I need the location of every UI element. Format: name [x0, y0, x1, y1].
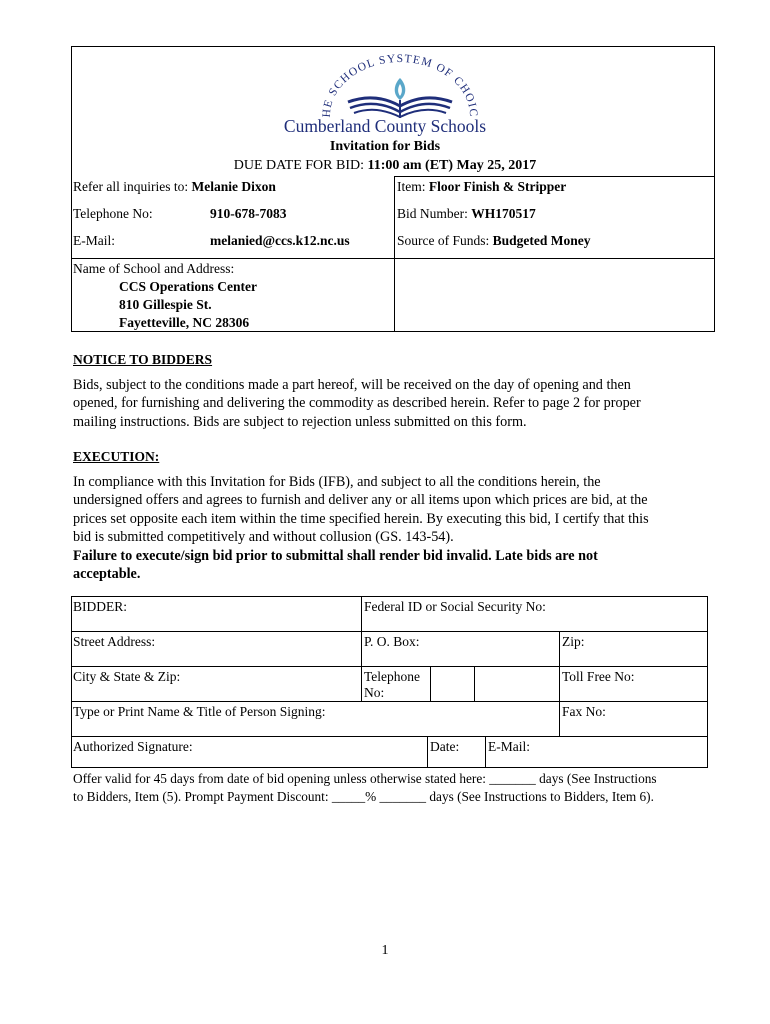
phone-label: Telephone No:: [73, 206, 153, 221]
execution-warning-line: Failure to execute/sign bid prior to submittal shall render bid invalid. Late bids are not: [73, 547, 598, 564]
city-state-zip-field[interactable]: City & State & Zip:: [73, 669, 181, 684]
funds-value: Budgeted Money: [492, 233, 591, 248]
bidder-email-field[interactable]: E-Mail:: [488, 739, 530, 754]
school-seal-icon: [300, 50, 500, 122]
phone-value: 910-678-7083: [210, 206, 287, 221]
page-title: Invitation for Bids: [329, 139, 441, 154]
school-address-line: Fayetteville, NC 28306: [119, 315, 250, 330]
bid-number-value: WH170517: [471, 206, 536, 221]
email-value: melanied@ccs.k12.nc.us: [210, 233, 350, 248]
po-box-field[interactable]: P. O. Box:: [364, 634, 420, 649]
email-label: E-Mail:: [73, 233, 115, 248]
telephone-field[interactable]: [364, 669, 420, 701]
school-address-label: Name of School and Address:: [73, 261, 235, 276]
bid-number-label: Bid Number:: [397, 206, 468, 221]
due-date-value: 11:00 am (ET) May 25, 2017: [367, 158, 537, 173]
signer-name-field[interactable]: Type or Print Name & Title of Person Signing:: [73, 704, 326, 719]
school-name: Cumberland County Schools: [283, 116, 487, 136]
inquiries-value: Melanie Dixon: [191, 179, 276, 194]
toll-free-field[interactable]: Toll Free No:: [562, 669, 635, 684]
school-address-line: 810 Gillespie St.: [119, 297, 212, 312]
funds-row: [397, 233, 591, 249]
bidder-field[interactable]: BIDDER:: [73, 599, 127, 614]
due-date-label: DUE DATE FOR BID:: [233, 158, 364, 173]
execution-heading: EXECUTION:: [73, 449, 160, 464]
due-date: [0, 158, 770, 174]
offer-line: Offer valid for 45 days from date of bid opening unless otherwise stated here: _______ days (See Instructions: [73, 771, 657, 786]
execution-line: prices set opposite each item within the time specified herein. By executing this bid, I certify that this: [73, 510, 649, 527]
school-address-line: CCS Operations Center: [119, 279, 257, 294]
street-address-field[interactable]: Street Address:: [73, 634, 156, 649]
fax-field[interactable]: Fax No:: [562, 704, 606, 719]
item-value: Floor Finish & Stripper: [428, 179, 567, 194]
notice-line: Bids, subject to the conditions made a part hereof, will be received on the day of opening and then: [73, 377, 631, 393]
item-row: [397, 179, 566, 195]
offer-line: to Bidders, Item (5). Prompt Payment Discount: _____% _______ days (See Instructions to Bidders, Item 6).: [73, 789, 654, 804]
execution-line: bid is submitted competitively and without collusion (GS. 143-54).: [73, 529, 454, 546]
execution-warning-line: acceptable.: [73, 566, 141, 583]
telephone-label: Telephone: [364, 669, 421, 684]
notice-heading: NOTICE TO BIDDERS: [73, 352, 213, 367]
date-field[interactable]: Date:: [430, 739, 460, 754]
execution-paragraph: [73, 473, 649, 583]
notice-line: opened, for furnishing and delivering the commodity as described herein. Refer to page 2 for proper: [73, 395, 641, 412]
inquiries-row: [73, 179, 276, 195]
bid-number-row: [397, 206, 536, 222]
federal-id-field[interactable]: Federal ID or Social Security No:: [364, 599, 546, 614]
school-logo: [300, 50, 500, 122]
execution-line: In compliance with this Invitation for Bids (IFB), and subject to all the conditions herein, the: [73, 474, 601, 490]
funds-label: Source of Funds:: [397, 233, 490, 248]
telephone-label: No:: [364, 685, 385, 700]
signature-field[interactable]: Authorized Signature:: [73, 739, 193, 754]
notice-line: mailing instructions. Bids are subject to rejection unless submitted on this form.: [73, 413, 527, 430]
notice-paragraph: [73, 376, 641, 431]
page-number: 1: [381, 943, 389, 958]
item-label: Item:: [397, 179, 426, 194]
inquiries-label: Refer all inquiries to:: [73, 179, 189, 194]
zip-field[interactable]: Zip:: [562, 634, 585, 649]
svg-text:THE SCHOOL SYSTEM OF CHOICE: HE SCHOOL SYSTEM OF CHOIC: [320, 52, 480, 118]
execution-line: undersigned offers and agrees to furnish and deliver any or all items upon which prices are bid, at the: [73, 492, 648, 509]
